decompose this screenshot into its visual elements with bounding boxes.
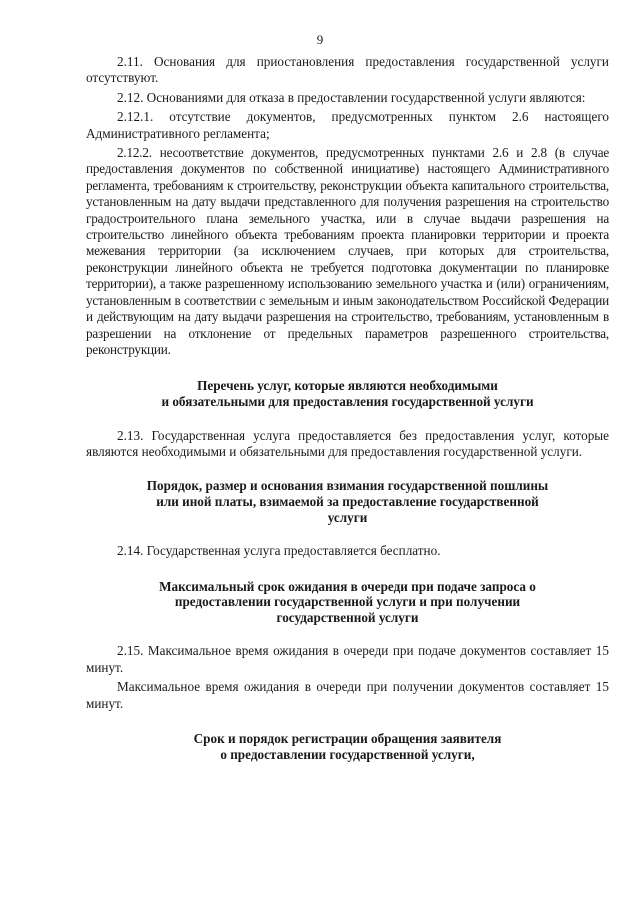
heading-line: Перечень услуг, которые являются необходимыми [197,378,498,394]
heading-line: Порядок, размер и основания взимания государственной пошлины [146,478,549,494]
page-body [86,54,609,762]
page-number: 9 [316,32,324,47]
paragraph-2-12-1: 2.12.1. отсутствие документов, предусмотренных пунктом 2.6 настоящего Административного регламента; [86,109,609,141]
paragraph-2-15: 2.15. Максимальное время ожидания в очереди при подаче документов составляет 15 минут. [86,643,609,675]
heading-line: о предоставлении государственной услуги, [220,746,475,762]
heading-line: Срок и порядок регистрации обращения заявителя [193,730,502,746]
section-heading [86,731,609,762]
paragraph-2-11: 2.11. Основания для приостановления предоставления государственной услуги отсутствуют. [86,54,609,86]
section-heading [86,579,609,626]
paragraph-2-13: 2.13. Государственная услуга предоставляется без предоставления услуг, которые являются необходимыми и обязательными для предоставления государственной услуги. [86,427,609,459]
paragraph-2-14: 2.14. Государственная услуга предоставляется бесплатно. [117,543,441,559]
heading-line: и обязательными для предоставления государственной услуги [161,393,534,409]
heading-line: Максимальный срок ожидания в очереди при подаче запроса о [159,578,536,594]
heading-line: или иной платы, взимаемой за предоставление государственной [156,493,539,509]
heading-line: услуги [327,509,368,525]
section-heading [86,378,609,409]
paragraph-2-12: 2.12. Основаниями для отказа в предоставлении государственной услуги являются: [117,89,586,105]
heading-line: государственной услуги [276,609,419,625]
section-heading [86,478,609,525]
paragraph-2-12-2: 2.12.2. несоответствие документов, предусмотренных пунктами 2.6 и 2.8 (в случае предоставления документов по собственной инициативе) настоящего Административного регламента, требованиям к строительству, реконструкции объекта капитального строительства, установленным на дату выдачи представленного для получения разрешения на строительство градостроительного плана земельного участка, или в случае выдачи разрешения на строительство линейного объекта требованиям проекта планировки территории и проекта межевания территории (за исключением случаев, при которых для строительства, реконструкции линейного объекта не требуется подготовка документации по планировке территории), а также разрешенному использованию земельного участка и (или) ограничениям, установленным в соответствии с земельным и иным законодательством Российской Федерации и действующим на дату выдачи разрешения на строительство, требованиям, установленным в разрешении на отклонение от предельных параметров разрешенного строительства, реконструкции. [86,145,609,357]
paragraph-2-15-continued: Максимальное время ожидания в очереди при получении документов составляет 15 минут. [86,679,609,711]
heading-line: предоставлении государственной услуги и при получении [174,594,521,610]
